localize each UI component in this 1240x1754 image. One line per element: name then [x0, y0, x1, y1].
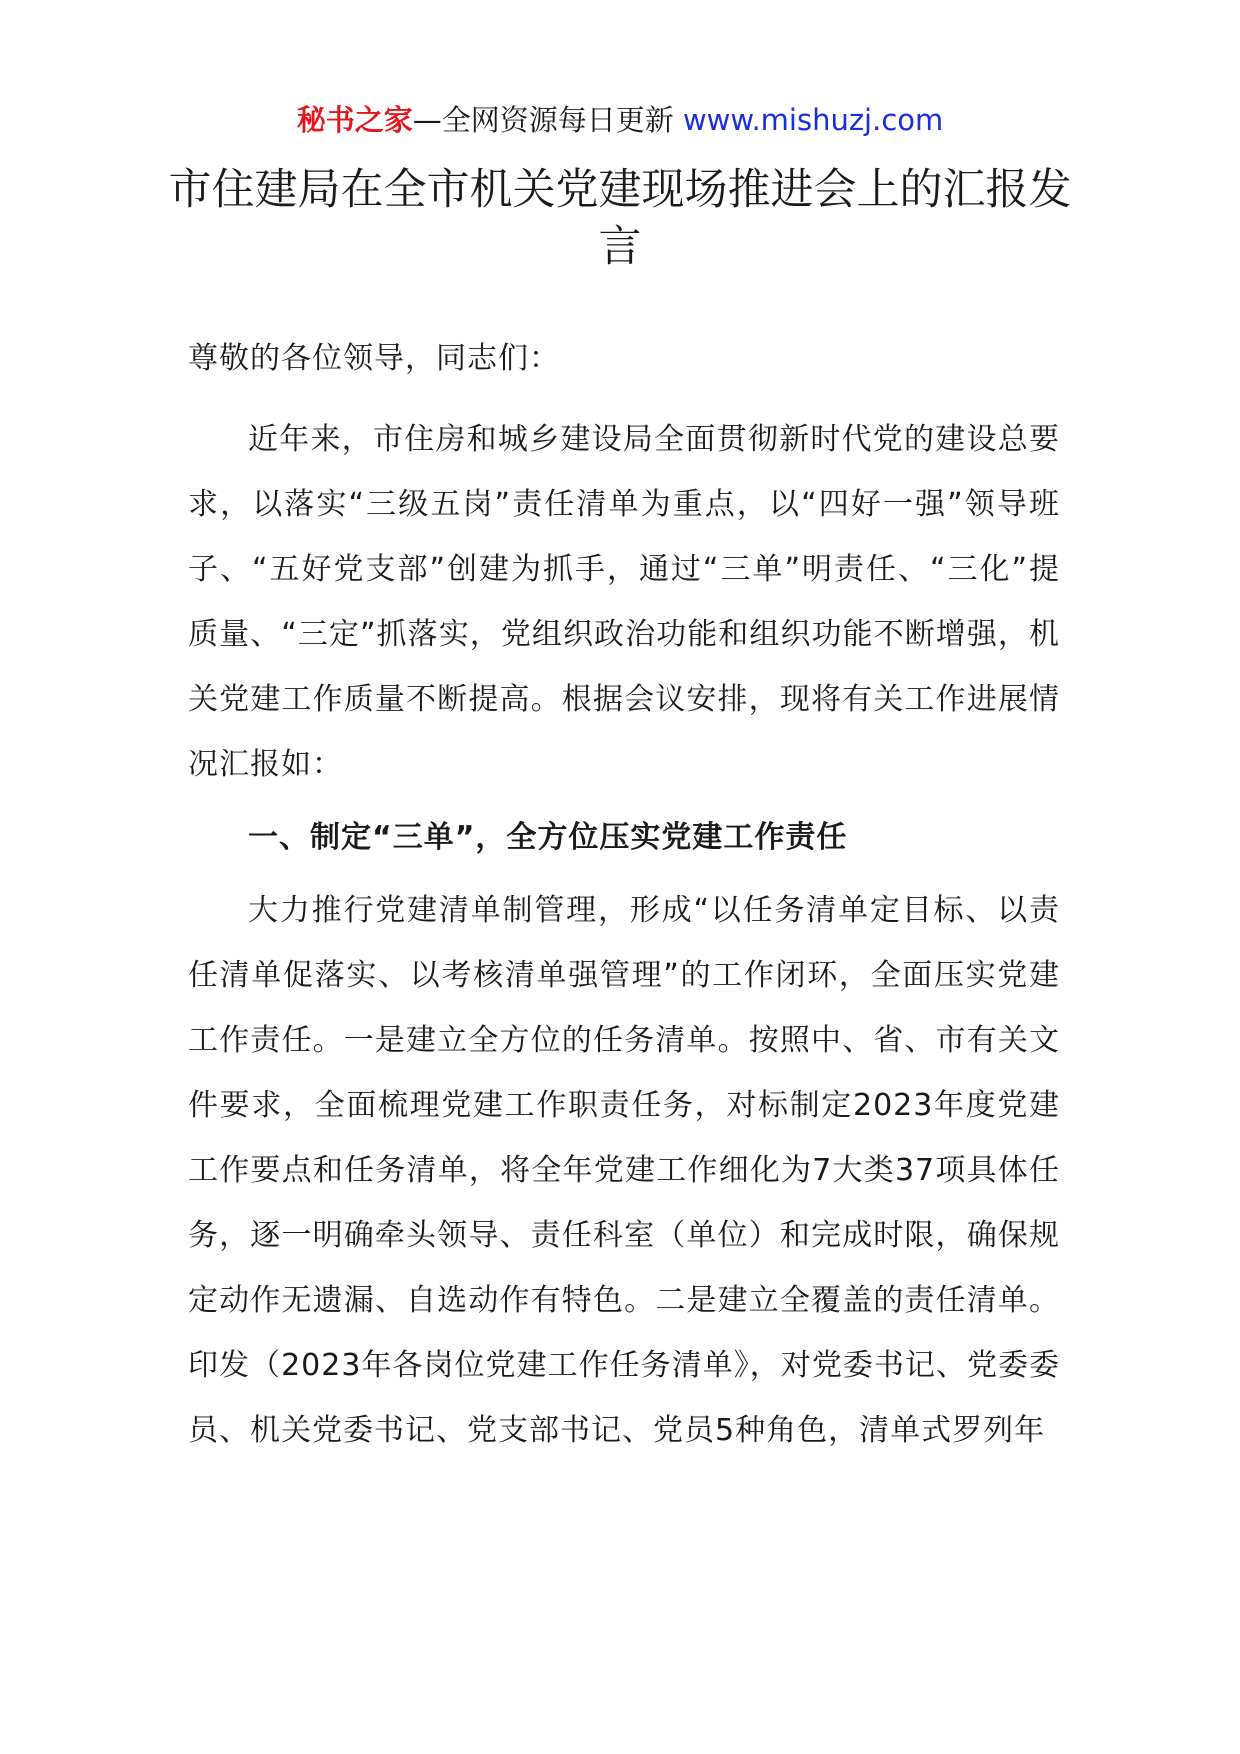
document-title: 市住建局在全市机关党建现场推进会上的汇报发言 [168, 165, 1072, 272]
header-tagline: —全网资源每日更新 [412, 103, 683, 137]
site-url-link[interactable]: www.mishuzj.com [682, 103, 944, 137]
salutation: 尊敬的各位领导，同志们： [188, 341, 560, 376]
intro-paragraph: 近年来，市住房和城乡建设局全面贯彻新时代党的建设总要求，以落实“三级五岗”责任清单为重点，以“四好一强”领导班子、“五好党支部”创建为抓手，通过“三单”明责任、“三化”提质量、“三定”抓落实，党组织政治功能和组织功能不断增强，机关党建工作质量不断提高。根据会议安排，现将有关工作进展情况汇报如： [188, 422, 1060, 782]
section-heading-1: 一、制定“三单”，全方位压实党建工作责任 [248, 820, 848, 855]
brand-name: 秘书之家 [296, 103, 413, 137]
document-body [188, 326, 1060, 1463]
site-header [0, 100, 1240, 140]
section-1-paragraph: 大力推行党建清单制管理，形成“以任务清单定目标、以责任清单促落实、以考核清单强管理”的工作闭环，全面压实党建工作责任。一是建立全方位的任务清单。按照中、省、市有关文件要求，全面梳理党建工作职责任务，对标制定2023年度党建工作要点和任务清单，将全年党建工作细化为7大类37项具体任务，逐一明确牵头领导、责任科室（单位）和完成时限，确保规定动作无遗漏、自选动作有特色。二是建立全覆盖的责任清单。印发（2023年各岗位党建工作任务清单》，对党委书记、党委委员、机关党委书记、党支部书记、党员5种角色，清单式罗列年 [188, 893, 1060, 1448]
